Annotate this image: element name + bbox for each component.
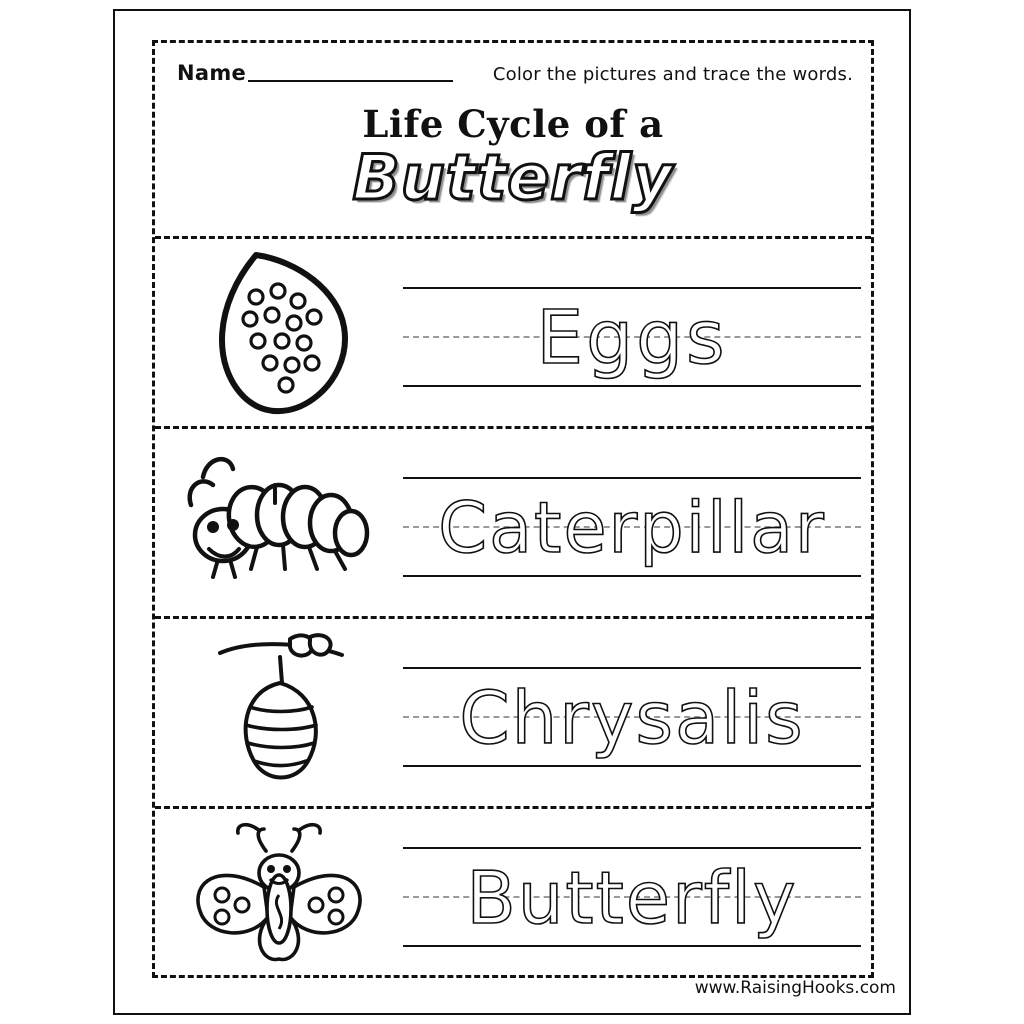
trace-word-chrysalis[interactable]: Chrysalis xyxy=(459,676,805,760)
picture-cell[interactable] xyxy=(155,619,403,806)
trace-area[interactable] xyxy=(403,429,861,616)
guide-line-top xyxy=(403,667,861,669)
leaf-with-eggs-icon xyxy=(194,245,364,420)
worksheet-row-chrysalis xyxy=(155,619,871,809)
butterfly-icon xyxy=(184,817,374,967)
name-write-line[interactable] xyxy=(248,80,453,82)
worksheet-header xyxy=(155,43,871,239)
guide-line-top xyxy=(403,287,861,289)
trace-area[interactable] xyxy=(403,239,861,426)
instructions-text: Color the pictures and trace the words. xyxy=(492,64,853,85)
page-title-line-1: Life Cycle of a xyxy=(362,102,664,146)
worksheet-row-butterfly xyxy=(155,809,871,975)
worksheet-row-caterpillar xyxy=(155,429,871,619)
guide-line-bottom xyxy=(403,385,861,387)
page-title-line-2: Butterfly xyxy=(352,140,674,214)
trace-word-eggs[interactable]: Eggs xyxy=(536,295,728,381)
guide-line-bottom xyxy=(403,575,861,577)
picture-cell[interactable] xyxy=(155,239,403,426)
trace-area[interactable] xyxy=(403,619,861,806)
name-label: Name xyxy=(177,61,247,85)
caterpillar-icon xyxy=(179,443,379,603)
chrysalis-icon xyxy=(192,625,367,800)
trace-word-butterfly[interactable]: Butterfly xyxy=(466,856,798,940)
trace-area[interactable] xyxy=(403,809,861,975)
title-block xyxy=(155,102,871,214)
guide-line-top xyxy=(403,847,861,849)
guide-line-top xyxy=(403,477,861,479)
name-field[interactable] xyxy=(177,61,453,85)
site-credit: www.RaisingHooks.com xyxy=(694,978,896,998)
guide-line-bottom xyxy=(403,765,861,767)
worksheet-frame xyxy=(152,40,874,978)
trace-word-caterpillar[interactable]: Caterpillar xyxy=(438,487,826,569)
guide-line-bottom xyxy=(403,945,861,947)
picture-cell[interactable] xyxy=(155,429,403,616)
picture-cell[interactable] xyxy=(155,809,403,975)
worksheet-row-eggs xyxy=(155,239,871,429)
